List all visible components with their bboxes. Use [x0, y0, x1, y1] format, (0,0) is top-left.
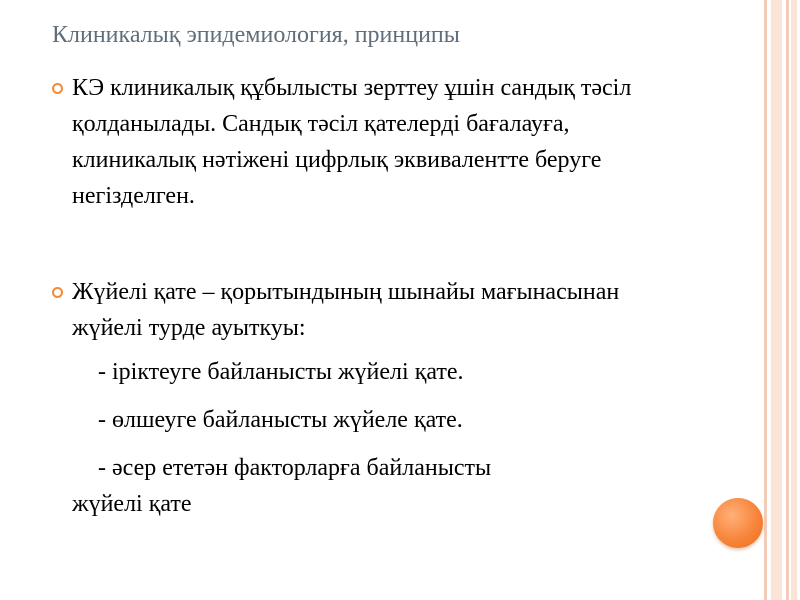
decorative-stripe — [771, 0, 782, 600]
decorative-stripe — [764, 0, 767, 600]
bullet-item — [52, 274, 692, 522]
decorative-circle — [713, 498, 763, 548]
sub-item-text: - әсер ететән факторларға байланысты — [98, 455, 492, 481]
decorative-stripe — [786, 0, 789, 600]
bullet-item — [52, 70, 692, 214]
decorative-stripe — [791, 0, 797, 600]
bullet-circle-icon — [52, 287, 63, 298]
bullet-text: Жүйелі қате – қорытындының шынайы мағынасынан жүйелі турде ауыткуы: — [72, 279, 620, 341]
sub-item — [72, 450, 692, 486]
slide-title: Клиникалық эпидемиология, принципы — [52, 22, 460, 48]
sub-item: - өлшеуге байланысты жүйеле қате. — [98, 407, 463, 433]
sub-item: - іріктеуге байланысты жүйелі қате. — [98, 359, 464, 385]
sub-item-continuation: жүйелі қате — [72, 491, 192, 517]
bullet-circle-icon — [52, 83, 63, 94]
slide-content — [52, 70, 692, 522]
bullet-text: КЭ клиникалық құбылысты зерттеу ұшін сандық тәсіл қолданылады. Сандық тәсіл қателерді бағалауға, клиникалық нәтіжені цифрлық эквивалентте беруге негізделген. — [72, 75, 632, 209]
